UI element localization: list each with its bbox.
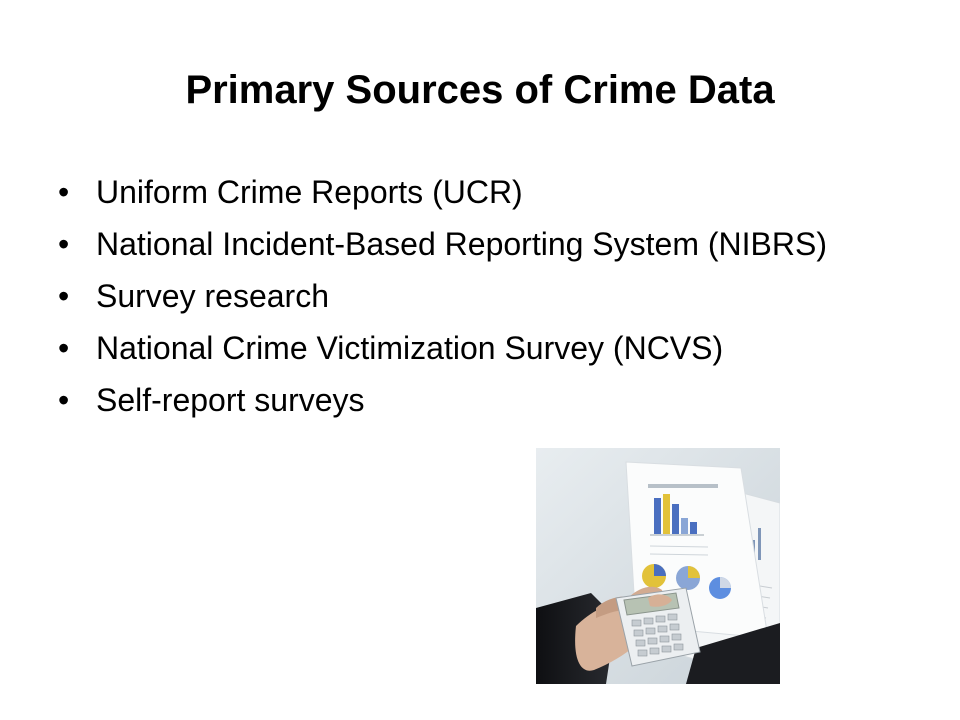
bullet-item	[56, 276, 876, 316]
bullet-marker: •	[58, 382, 70, 418]
bullet-marker: •	[58, 174, 70, 210]
bullet-list	[56, 172, 876, 432]
bullet-text: National Crime Victimization Survey (NCVS)	[96, 330, 724, 366]
photo-illustration	[536, 448, 780, 684]
bullet-item	[56, 224, 876, 264]
bullet-marker: •	[58, 226, 70, 262]
bullet-text: Uniform Crime Reports (UCR)	[96, 174, 523, 210]
bullet-item	[56, 328, 876, 368]
bullet-marker: •	[58, 278, 70, 314]
bullet-text: Self-report surveys	[96, 382, 365, 418]
bullet-marker: •	[58, 330, 70, 366]
bullet-item	[56, 380, 876, 420]
hands-with-calculator-and-chart-papers-photo	[536, 448, 780, 684]
slide-title: Primary Sources of Crime Data	[185, 68, 775, 112]
bullet-item	[56, 172, 876, 212]
bullet-text: Survey research	[96, 278, 329, 314]
bullet-text: National Incident-Based Reporting System (NIBRS)	[96, 226, 827, 262]
